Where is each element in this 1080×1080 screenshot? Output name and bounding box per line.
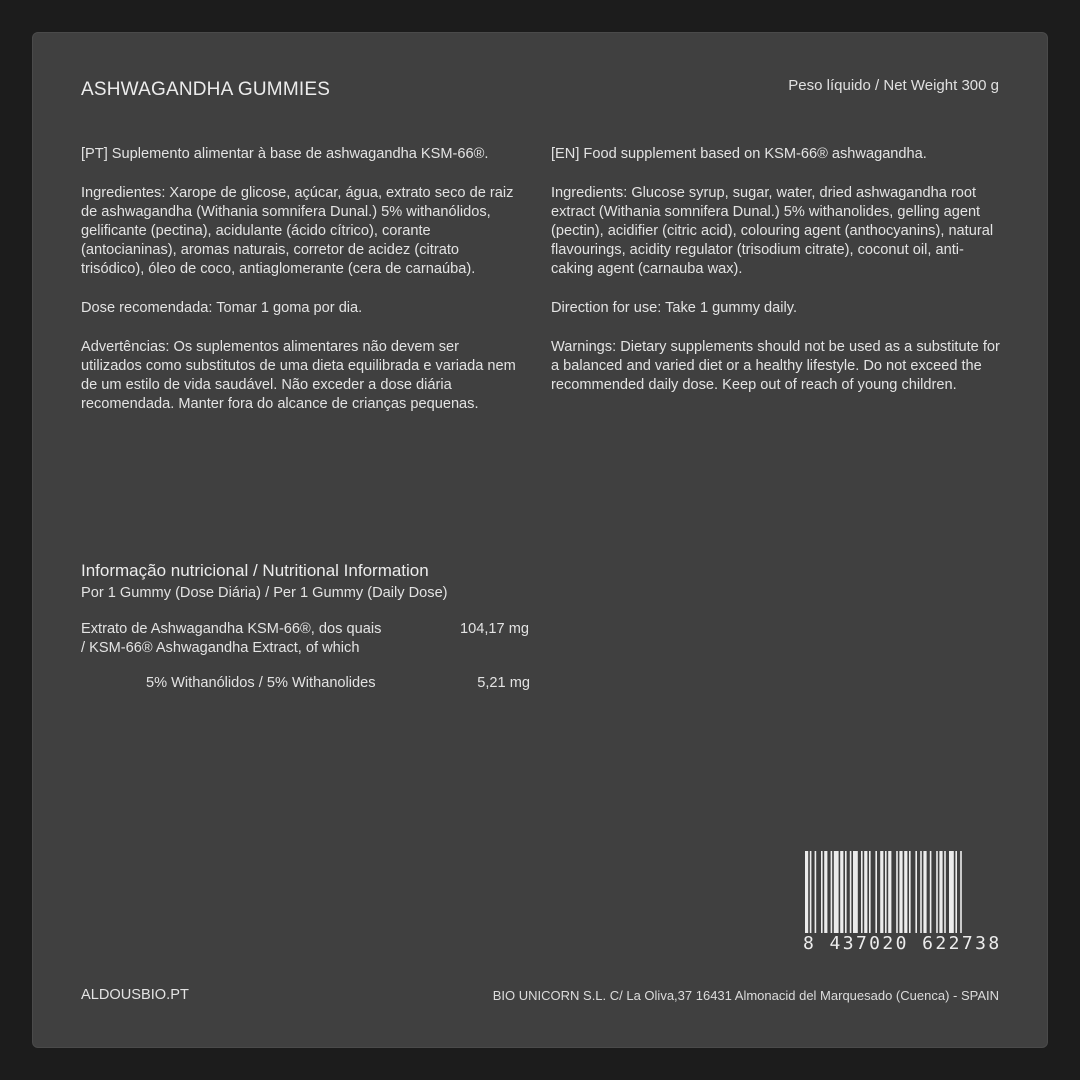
nutrition-row-label bbox=[81, 620, 421, 658]
barcode-bar bbox=[909, 851, 911, 941]
pt-dose: Dose recomendada: Tomar 1 goma por dia. bbox=[81, 300, 363, 316]
net-weight: Peso líquido / Net Weight 300 g bbox=[788, 77, 999, 94]
barcode-bar bbox=[936, 851, 938, 941]
barcode-bar bbox=[888, 851, 891, 941]
nutrition-row-label-line: Extrato de Ashwagandha KSM-66®, dos quais bbox=[81, 621, 382, 637]
en-intro: [EN] Food supplement based on KSM-66® ashwagandha. bbox=[551, 146, 927, 162]
product-title: ASHWAGANDHA GUMMIES bbox=[81, 79, 331, 100]
barcode-bar bbox=[939, 851, 942, 941]
barcode-bar bbox=[840, 851, 843, 941]
label-panel bbox=[32, 32, 1048, 1048]
barcode-bar bbox=[853, 851, 858, 941]
barcode-bar bbox=[944, 851, 946, 941]
barcode-bar bbox=[824, 851, 827, 941]
barcode-bar bbox=[923, 851, 926, 941]
barcode-bar bbox=[920, 851, 922, 941]
nutrition-row-value: 5,21 mg bbox=[477, 675, 530, 691]
barcode-bar bbox=[815, 851, 817, 941]
pt-intro: [PT] Suplemento alimentar à base de ashwagandha KSM-66®. bbox=[81, 146, 489, 162]
barcode-number: 8 437020 622738 bbox=[801, 933, 1015, 954]
en-ingredients: Ingredients: Glucose syrup, sugar, water, dried ashwagandha root extract (Withania somnifera Dunal.) 5% withanolides, gelling agent (pectin), acidifier (citric acid), colouring agent (anthocyanins), natural flavourings, acidity regulator (trisodium citrate), coconut oil, anti-caking agent (carnauba wax). bbox=[551, 184, 994, 278]
nutrition-row-label: 5% Withanólidos / 5% Withanolides bbox=[146, 675, 376, 691]
barcode-bar bbox=[949, 851, 954, 941]
barcode-bar bbox=[845, 851, 847, 941]
barcode-bar bbox=[899, 851, 902, 941]
barcode-bar bbox=[805, 851, 808, 941]
barcode-bar bbox=[864, 851, 867, 941]
barcode-bar bbox=[869, 851, 871, 941]
pt-ingredients: Ingredientes: Xarope de glicose, açúcar, água, extrato seco de raiz de ashwagandha (Withania somnifera Dunal.) 5% withanólidos, gelificante (pectina), acidulante (ácido cítrico), corante (antocianinas), aromas naturais, corretor de acidez (citrato trisódico), óleo de coco, antiaglomerante (cera de carnaúba). bbox=[81, 184, 514, 278]
nutrition-title: Informação nutricional / Nutritional Information bbox=[81, 561, 429, 580]
english-column bbox=[551, 145, 1003, 415]
pt-warnings: Advertências: Os suplementos alimentares não devem ser utilizados como substitutos de uma dieta equilibrada e variada nem de um estilo de vida saudável. Não exceder a dose diária recomendada. Manter fora do alcance de crianças pequenas. bbox=[81, 338, 516, 413]
barcode bbox=[801, 851, 1013, 961]
website-link[interactable]: ALDOUSBIO.PT bbox=[81, 987, 189, 1003]
barcode-bars bbox=[801, 851, 1013, 943]
barcode-bar bbox=[960, 851, 962, 941]
barcode-bar bbox=[850, 851, 852, 941]
barcode-bar bbox=[915, 851, 917, 941]
nutrition-subtitle: Por 1 Gummy (Dose Diária) / Per 1 Gummy (Daily Dose) bbox=[81, 585, 448, 601]
nutrition-row-value: 104,17 mg bbox=[460, 621, 529, 637]
barcode-bar bbox=[930, 851, 932, 941]
barcode-bar bbox=[880, 851, 883, 941]
barcode-bar bbox=[955, 851, 957, 941]
barcode-bar bbox=[904, 851, 907, 941]
company-address: BIO UNICORN S.L. C/ La Oliva,37 16431 Almonacid del Marquesado (Cuenca) - SPAIN bbox=[492, 988, 999, 1003]
en-warnings: Warnings: Dietary supplements should not be used as a substitute for a balanced and varied diet or a healthy lifestyle. Do not exceed the recommended daily dose. Keep out of reach of young children. bbox=[551, 338, 1000, 393]
en-direction: Direction for use: Take 1 gummy daily. bbox=[551, 300, 798, 316]
barcode-bar bbox=[831, 851, 833, 941]
barcode-bar bbox=[810, 851, 812, 941]
barcode-bar bbox=[821, 851, 823, 941]
nutrition-row-label-line: / KSM-66® Ashwagandha Extract, of which bbox=[81, 640, 360, 656]
portuguese-column bbox=[81, 145, 521, 434]
barcode-bar bbox=[861, 851, 863, 941]
barcode-bar bbox=[875, 851, 877, 941]
barcode-bar bbox=[896, 851, 898, 941]
barcode-bar bbox=[834, 851, 839, 941]
barcode-bar bbox=[885, 851, 887, 941]
